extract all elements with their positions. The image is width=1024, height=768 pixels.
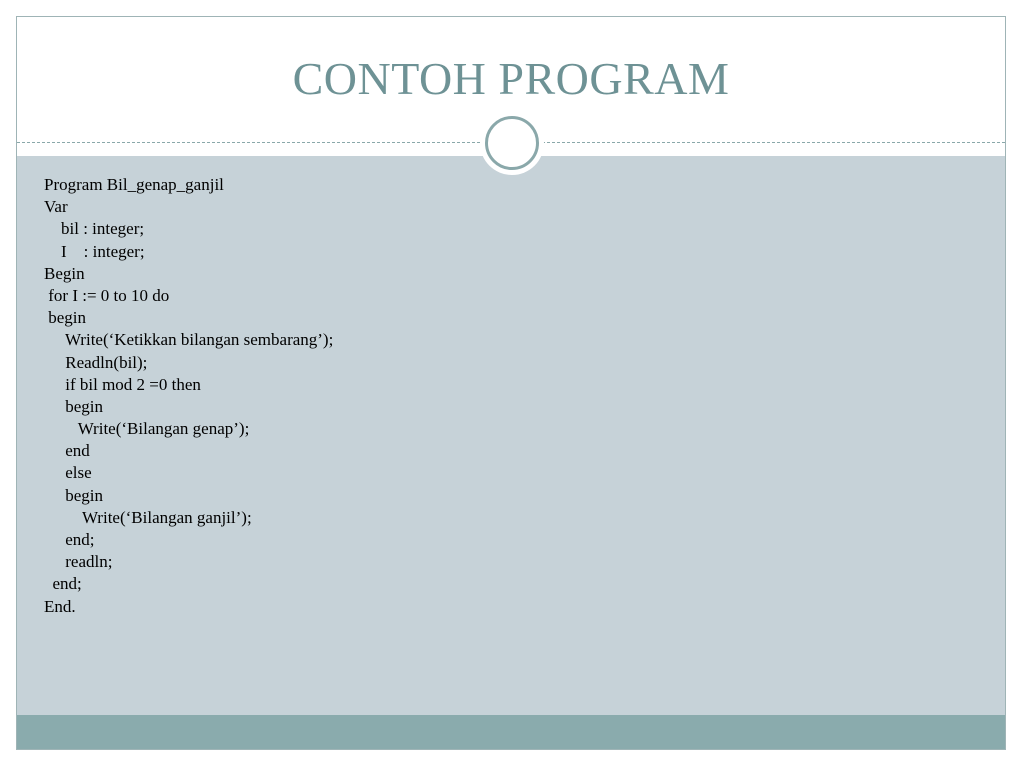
footer-bar	[17, 715, 1005, 749]
code-line: End.	[44, 596, 76, 616]
code-line: I : integer;	[44, 241, 145, 261]
code-line: Write(‘Ketikkan bilangan sembarang’);	[44, 330, 334, 350]
code-line: Write(‘Bilangan ganjil’);	[44, 507, 252, 527]
code-line: if bil mod 2 =0 then	[44, 374, 201, 394]
code-line: end	[44, 441, 90, 461]
slide	[16, 16, 1006, 750]
code-line: begin	[44, 396, 104, 416]
code-line: bil : integer;	[44, 219, 145, 239]
code-line: Begin	[44, 263, 85, 283]
code-line: Var	[44, 197, 68, 217]
code-line: Write(‘Bilangan genap’);	[44, 419, 250, 439]
code-line: Program Bil_genap_ganjil	[44, 175, 224, 194]
code-line: begin	[44, 485, 104, 505]
code-line: begin	[44, 308, 87, 328]
code-line: for I := 0 to 10 do	[44, 285, 170, 305]
code-block	[44, 174, 333, 618]
code-line: readln;	[44, 552, 113, 572]
divider-circle-icon	[485, 116, 539, 170]
code-line: end;	[44, 574, 82, 594]
code-line: Readln(bil);	[44, 352, 148, 372]
slide-title: CONTOH PROGRAM	[292, 53, 730, 104]
code-line: end;	[44, 530, 95, 549]
code-line: else	[44, 463, 92, 483]
